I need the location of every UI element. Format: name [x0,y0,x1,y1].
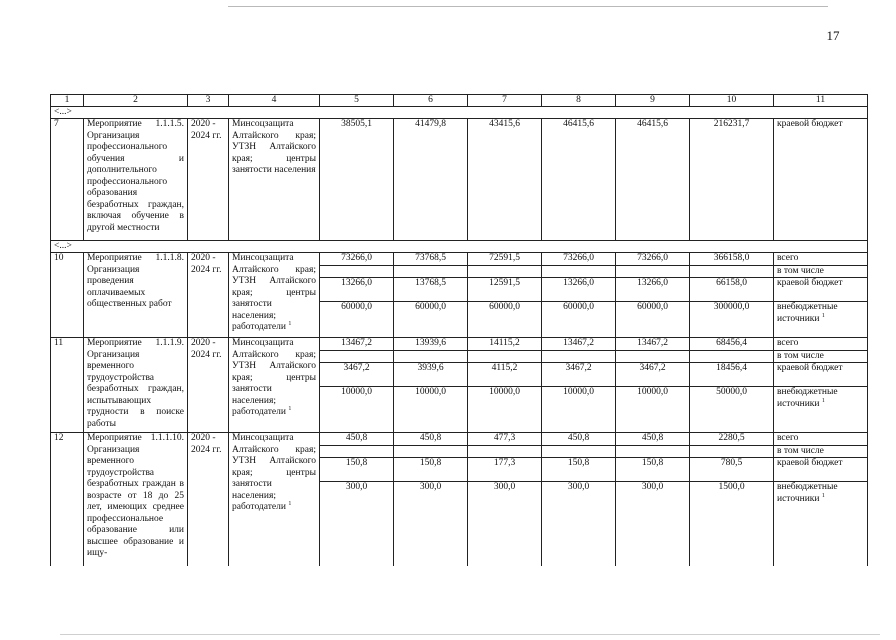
value-2021: 73768,5 [394,253,468,266]
value-2024: 13467,2 [616,338,690,351]
table-row [51,433,868,446]
funding-source-regional: краевой бюджет [774,278,868,302]
funding-source-extra: внебюджетные источники $^1$ [774,482,868,566]
value-2020: 60000,0 [320,302,394,338]
funding-source-including: в том числе [774,350,868,363]
row-number: 7 [51,119,84,241]
funding-source-extra: внебюджетные источники $^1$ [774,387,868,433]
value-2022: 72591,5 [468,253,542,266]
value-2024: 3467,2 [616,363,690,387]
funding-source-total: всего [774,253,868,266]
table-row [51,119,868,241]
value-2024: 60000,0 [616,302,690,338]
value-2022: 4115,2 [468,363,542,387]
value-2021: 3939,6 [394,363,468,387]
value-2022: 177,3 [468,458,542,482]
activity-executor: Минсоцзащита Алтайского края; УТЗН Алтайского края; центры занятости населения [229,119,320,241]
value-2020: 10000,0 [320,387,394,433]
value-2022: 477,3 [468,433,542,446]
col-number: 7 [468,95,542,107]
row-number: 11 [51,338,84,433]
value-2024: 300,0 [616,482,690,566]
value-2020: 150,8 [320,458,394,482]
value-2020: 3467,2 [320,363,394,387]
value-total: 216231,7 [690,119,774,241]
value-2022: 12591,5 [468,278,542,302]
value-total: 66158,0 [690,278,774,302]
value-2024: 46415,6 [616,119,690,241]
value-2020: 73266,0 [320,253,394,266]
value-2020: 38505,1 [320,119,394,241]
row-number: 10 [51,253,84,338]
value-total: 1500,0 [690,482,774,566]
funding-source-total: всего [774,433,868,446]
value-2020: 13467,2 [320,338,394,351]
activity-years: 2020 - 2024 гг. [188,253,229,338]
activity-years: 2020 - 2024 гг. [188,338,229,433]
funding-source-including: в том числе [774,445,868,458]
col-number: 10 [690,95,774,107]
value-total: 300000,0 [690,302,774,338]
value-2023: 150,8 [542,458,616,482]
program-activities-table [50,94,868,566]
col-number: 6 [394,95,468,107]
funding-source-extra: внебюджетные источники $^1$ [774,302,868,338]
value-2021: 300,0 [394,482,468,566]
col-number: 3 [188,95,229,107]
value-2020: 300,0 [320,482,394,566]
value-2021: 150,8 [394,458,468,482]
value-2021: 13939,6 [394,338,468,351]
continuation-row [51,107,868,119]
value-2022: 43415,6 [468,119,542,241]
value-2022: 300,0 [468,482,542,566]
value-total: 50000,0 [690,387,774,433]
row-number: 12 [51,433,84,566]
value-2021: 13768,5 [394,278,468,302]
value-2024: 73266,0 [616,253,690,266]
value-2021: 41479,8 [394,119,468,241]
table-row [51,338,868,351]
value-2021: 60000,0 [394,302,468,338]
funding-source: краевой бюджет [774,119,868,241]
value-2020: 450,8 [320,433,394,446]
activity-years: 2020 - 2024 гг. [188,433,229,566]
value-2024: 13266,0 [616,278,690,302]
continuation-marker: <...> [51,107,868,119]
value-total: 68456,4 [690,338,774,351]
page-number: 17 [826,28,840,43]
activity-name: Мероприятие 1.1.1.9. Организация временного трудоустройства безработных граждан, испытывающих трудности в поиске работы [84,338,188,433]
activity-executor: Минсоцзащита Алтайского края; УТЗН Алтайского края; центры занятости населения; работодатели $^1$ [229,338,320,433]
activity-years: 2020 - 2024 гг. [188,119,229,241]
activity-executor: Минсоцзащита Алтайского края; УТЗН Алтайского края; центры занятости населения; работодатели $^1$ [229,433,320,566]
scan-top-line [228,6,828,7]
value-2022: 60000,0 [468,302,542,338]
value-2023: 10000,0 [542,387,616,433]
value-2023: 73266,0 [542,253,616,266]
value-2024: 150,8 [616,458,690,482]
col-number: 11 [774,95,868,107]
activity-executor: Минсоцзащита Алтайского края; УТЗН Алтайского края; центры занятости населения; работодатели $^1$ [229,253,320,338]
table-row [51,253,868,266]
value-2022: 10000,0 [468,387,542,433]
value-2024: 10000,0 [616,387,690,433]
value-2022: 14115,2 [468,338,542,351]
value-total: 780,5 [690,458,774,482]
activity-name: Мероприятие 1.1.1.8. Организация проведения оплачиваемых общественных работ [84,253,188,338]
value-2023: 13266,0 [542,278,616,302]
value-2023: 300,0 [542,482,616,566]
activity-name: Мероприятие 1.1.1.5. Организация профессионального обучения и дополнительного профессионального образования безработных граждан, включая обучение в другой местности [84,119,188,241]
continuation-row [51,241,868,253]
value-2023: 3467,2 [542,363,616,387]
value-2023: 46415,6 [542,119,616,241]
value-2021: 10000,0 [394,387,468,433]
funding-source-regional: краевой бюджет [774,363,868,387]
col-number: 5 [320,95,394,107]
value-2021: 450,8 [394,433,468,446]
continuation-marker: <...> [51,241,868,253]
value-2020: 13266,0 [320,278,394,302]
col-number: 8 [542,95,616,107]
col-number: 2 [84,95,188,107]
value-2023: 60000,0 [542,302,616,338]
col-number: 9 [616,95,690,107]
value-2024: 450,8 [616,433,690,446]
value-total: 366158,0 [690,253,774,266]
value-total: 18456,4 [690,363,774,387]
value-total: 2280,5 [690,433,774,446]
scan-bottom-line [60,634,880,635]
col-number: 4 [229,95,320,107]
col-number: 1 [51,95,84,107]
funding-source-total: всего [774,338,868,351]
activity-name: Мероприятие 1.1.1.10. Организация временного трудоустройства безработных граждан в возрасте от 18 до 25 лет, имеющих среднее профессиональное образование или высшее образование и ищу- [84,433,188,566]
funding-source-including: в том числе [774,265,868,278]
column-number-row [51,95,868,107]
value-2023: 13467,2 [542,338,616,351]
funding-source-regional: краевой бюджет [774,458,868,482]
value-2023: 450,8 [542,433,616,446]
